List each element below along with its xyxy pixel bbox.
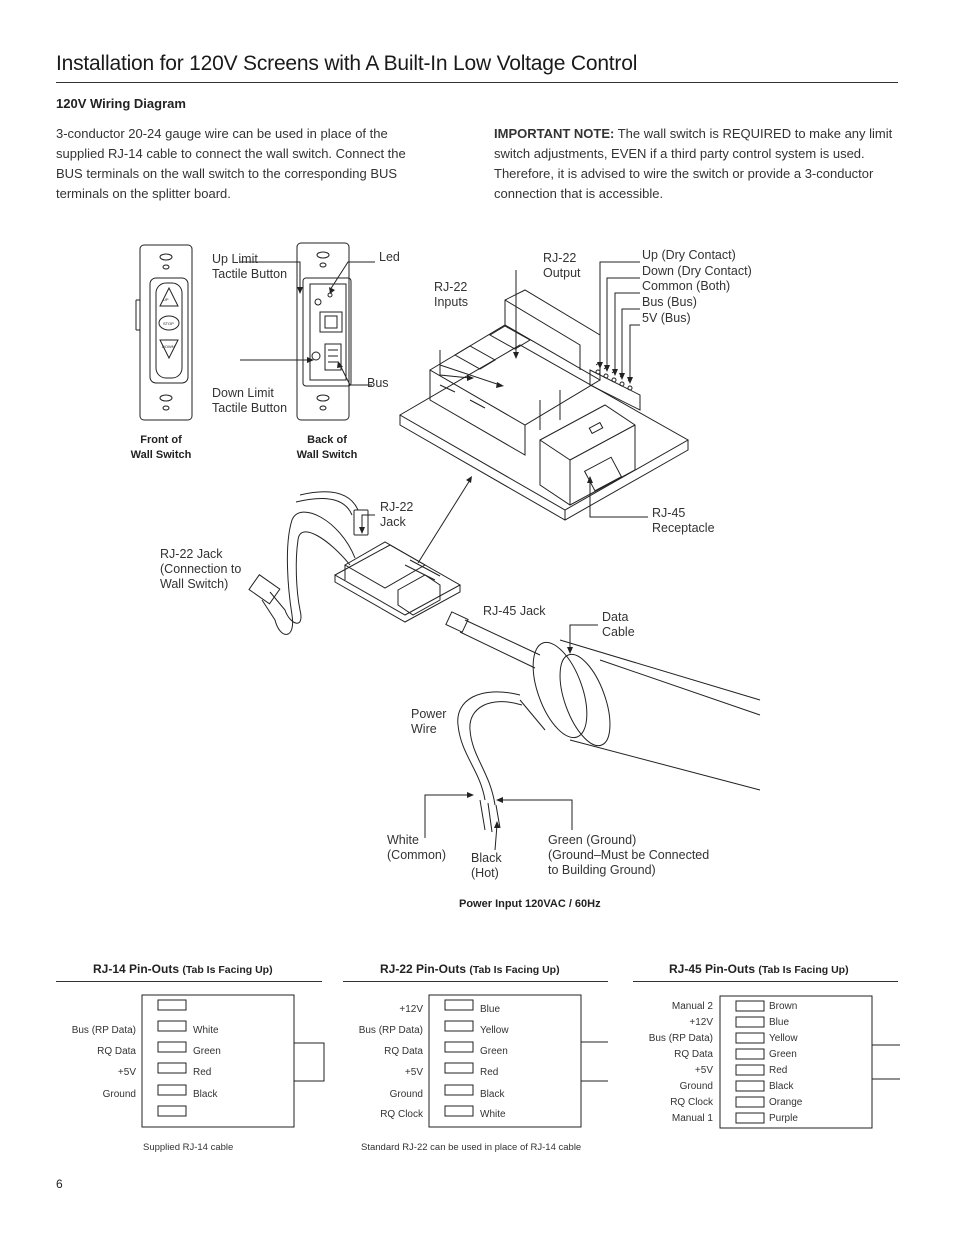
rj45-pin-label: Manual 1	[671, 1113, 713, 1124]
rj14-pin-label: Bus (RP Data)	[71, 1025, 136, 1036]
rj45-pin-label: +12V	[689, 1017, 713, 1028]
rj45-wire-color: Orange	[769, 1097, 803, 1108]
rj14-note: Supplied RJ-14 cable	[143, 1142, 234, 1153]
rj45-pin-label: RQ Clock	[670, 1097, 713, 1108]
black-wire-label: Black (Hot)	[471, 851, 502, 880]
intro-left-paragraph: 3-conductor 20-24 gauge wire can be used in place of the supplied RJ-14 cable to connect the wall switch. Connect the BUS terminals on the wall switch to the corresponding BUS terminals on the splitter board.	[56, 126, 406, 201]
rj22-pin-label: Bus (RP Data)	[358, 1025, 423, 1036]
rj22-note: Standard RJ-22 can be used in place of RJ-14 cable	[361, 1142, 582, 1153]
led-label: Led	[379, 250, 400, 264]
page-title: Installation for 120V Screens with A Built-In Low Voltage Control	[56, 52, 638, 75]
rj22-jack-label: RJ-22 Jack	[380, 500, 414, 529]
rj14-heading-sub: (Tab Is Facing Up)	[182, 964, 273, 976]
rj45-wire-color: Blue	[769, 1017, 790, 1028]
rj22-wire-color: Black	[480, 1089, 505, 1100]
rj45-jack-label: RJ-45 Jack	[483, 604, 546, 618]
rj45-wire-color: Purple	[769, 1113, 798, 1124]
rj45-heading-text: RJ-45 Pin-Outs	[669, 962, 756, 976]
rj22-wire-color: Yellow	[480, 1025, 509, 1036]
rj45-pin-label: Manual 2	[671, 1001, 713, 1012]
up-limit-label: Up Limit Tactile Button	[212, 252, 288, 281]
terminal-labels: Up (Dry Contact) Down (Dry Contact) Common (Both) Bus (Bus) 5V (Bus)	[642, 248, 752, 325]
back-switch-caption: Back of Wall Switch	[296, 434, 358, 461]
rj45-pin-label: RQ Data	[674, 1049, 713, 1060]
rj22-heading-sub: (Tab Is Facing Up)	[469, 964, 560, 976]
power-wire-label: Power Wire	[411, 707, 447, 736]
rj22-pin-label: +12V	[399, 1004, 423, 1015]
front-switch-caption: Front of Wall Switch	[130, 434, 192, 461]
rj45-pin-label: Bus (RP Data)	[648, 1033, 713, 1044]
rj14-pin-label: +5V	[117, 1067, 136, 1078]
important-note-label: IMPORTANT NOTE:	[494, 126, 615, 141]
rj22-output-label: RJ-22 Output	[543, 251, 581, 280]
rj22-pin-label: +5V	[404, 1067, 423, 1078]
rj45-wire-color: Yellow	[769, 1033, 798, 1044]
rj45-wire-color: Red	[769, 1065, 788, 1076]
section-heading: 120V Wiring Diagram	[56, 96, 186, 111]
rj14-wire-color: Green	[193, 1046, 221, 1057]
rj14-wire-color: White	[193, 1025, 219, 1036]
bus-label: Bus	[367, 376, 389, 390]
page-number: 6	[56, 1177, 63, 1191]
rj45-pin-label: Ground	[679, 1081, 713, 1092]
rj45-heading-sub: (Tab Is Facing Up)	[758, 964, 849, 976]
rj22-pin-label: Ground	[389, 1089, 423, 1100]
switch-stop-label: STOP	[163, 321, 174, 326]
important-note-text: The wall switch is REQUIRED to make any limit switch adjustments, EVEN if a third party control system is used. Therefore, it is advised to wire the switch or provide a 3-conductor connection that is accessible.	[494, 126, 893, 201]
rj14-wire-color: Black	[193, 1089, 218, 1100]
rj14-heading-text: RJ-14 Pin-Outs	[93, 962, 180, 976]
rj22-inputs-label: RJ-22 Inputs	[434, 280, 469, 309]
rj45-wire-color: Brown	[769, 1001, 798, 1012]
rj22-wire-color: Blue	[480, 1004, 501, 1015]
rj14-wire-color: Red	[193, 1067, 212, 1078]
rj45-wire-color: Black	[769, 1081, 794, 1092]
rj22-heading-text: RJ-22 Pin-Outs	[380, 962, 467, 976]
rj22-wire-color: Green	[480, 1046, 508, 1057]
rj22-wire-color: White	[480, 1109, 506, 1120]
rj22-pin-label: RQ Data	[384, 1046, 423, 1057]
rj14-pin-label: RQ Data	[97, 1046, 136, 1057]
switch-up-label: UP	[163, 297, 169, 302]
rj45-pin-label: +5V	[694, 1065, 713, 1076]
data-cable-label: Data Cable	[602, 610, 635, 639]
switch-down-label: DOWN	[162, 344, 175, 349]
rj14-pin-label: Ground	[102, 1089, 136, 1100]
rj22-jack-connection-label: RJ-22 Jack (Connection to Wall Switch)	[160, 547, 242, 591]
down-limit-label: Down Limit Tactile Button	[212, 386, 288, 415]
power-input-caption: Power Input 120VAC / 60Hz	[459, 898, 601, 910]
green-wire-label: Green (Ground) (Ground–Must be Connected to Building Ground)	[548, 833, 710, 877]
rj22-pin-label: RQ Clock	[380, 1109, 423, 1120]
rj22-wire-color: Red	[480, 1067, 499, 1078]
rj45-wire-color: Green	[769, 1049, 797, 1060]
white-wire-label: White (Common)	[387, 833, 447, 862]
rj45-receptacle-label: RJ-45 Receptacle	[652, 506, 715, 535]
